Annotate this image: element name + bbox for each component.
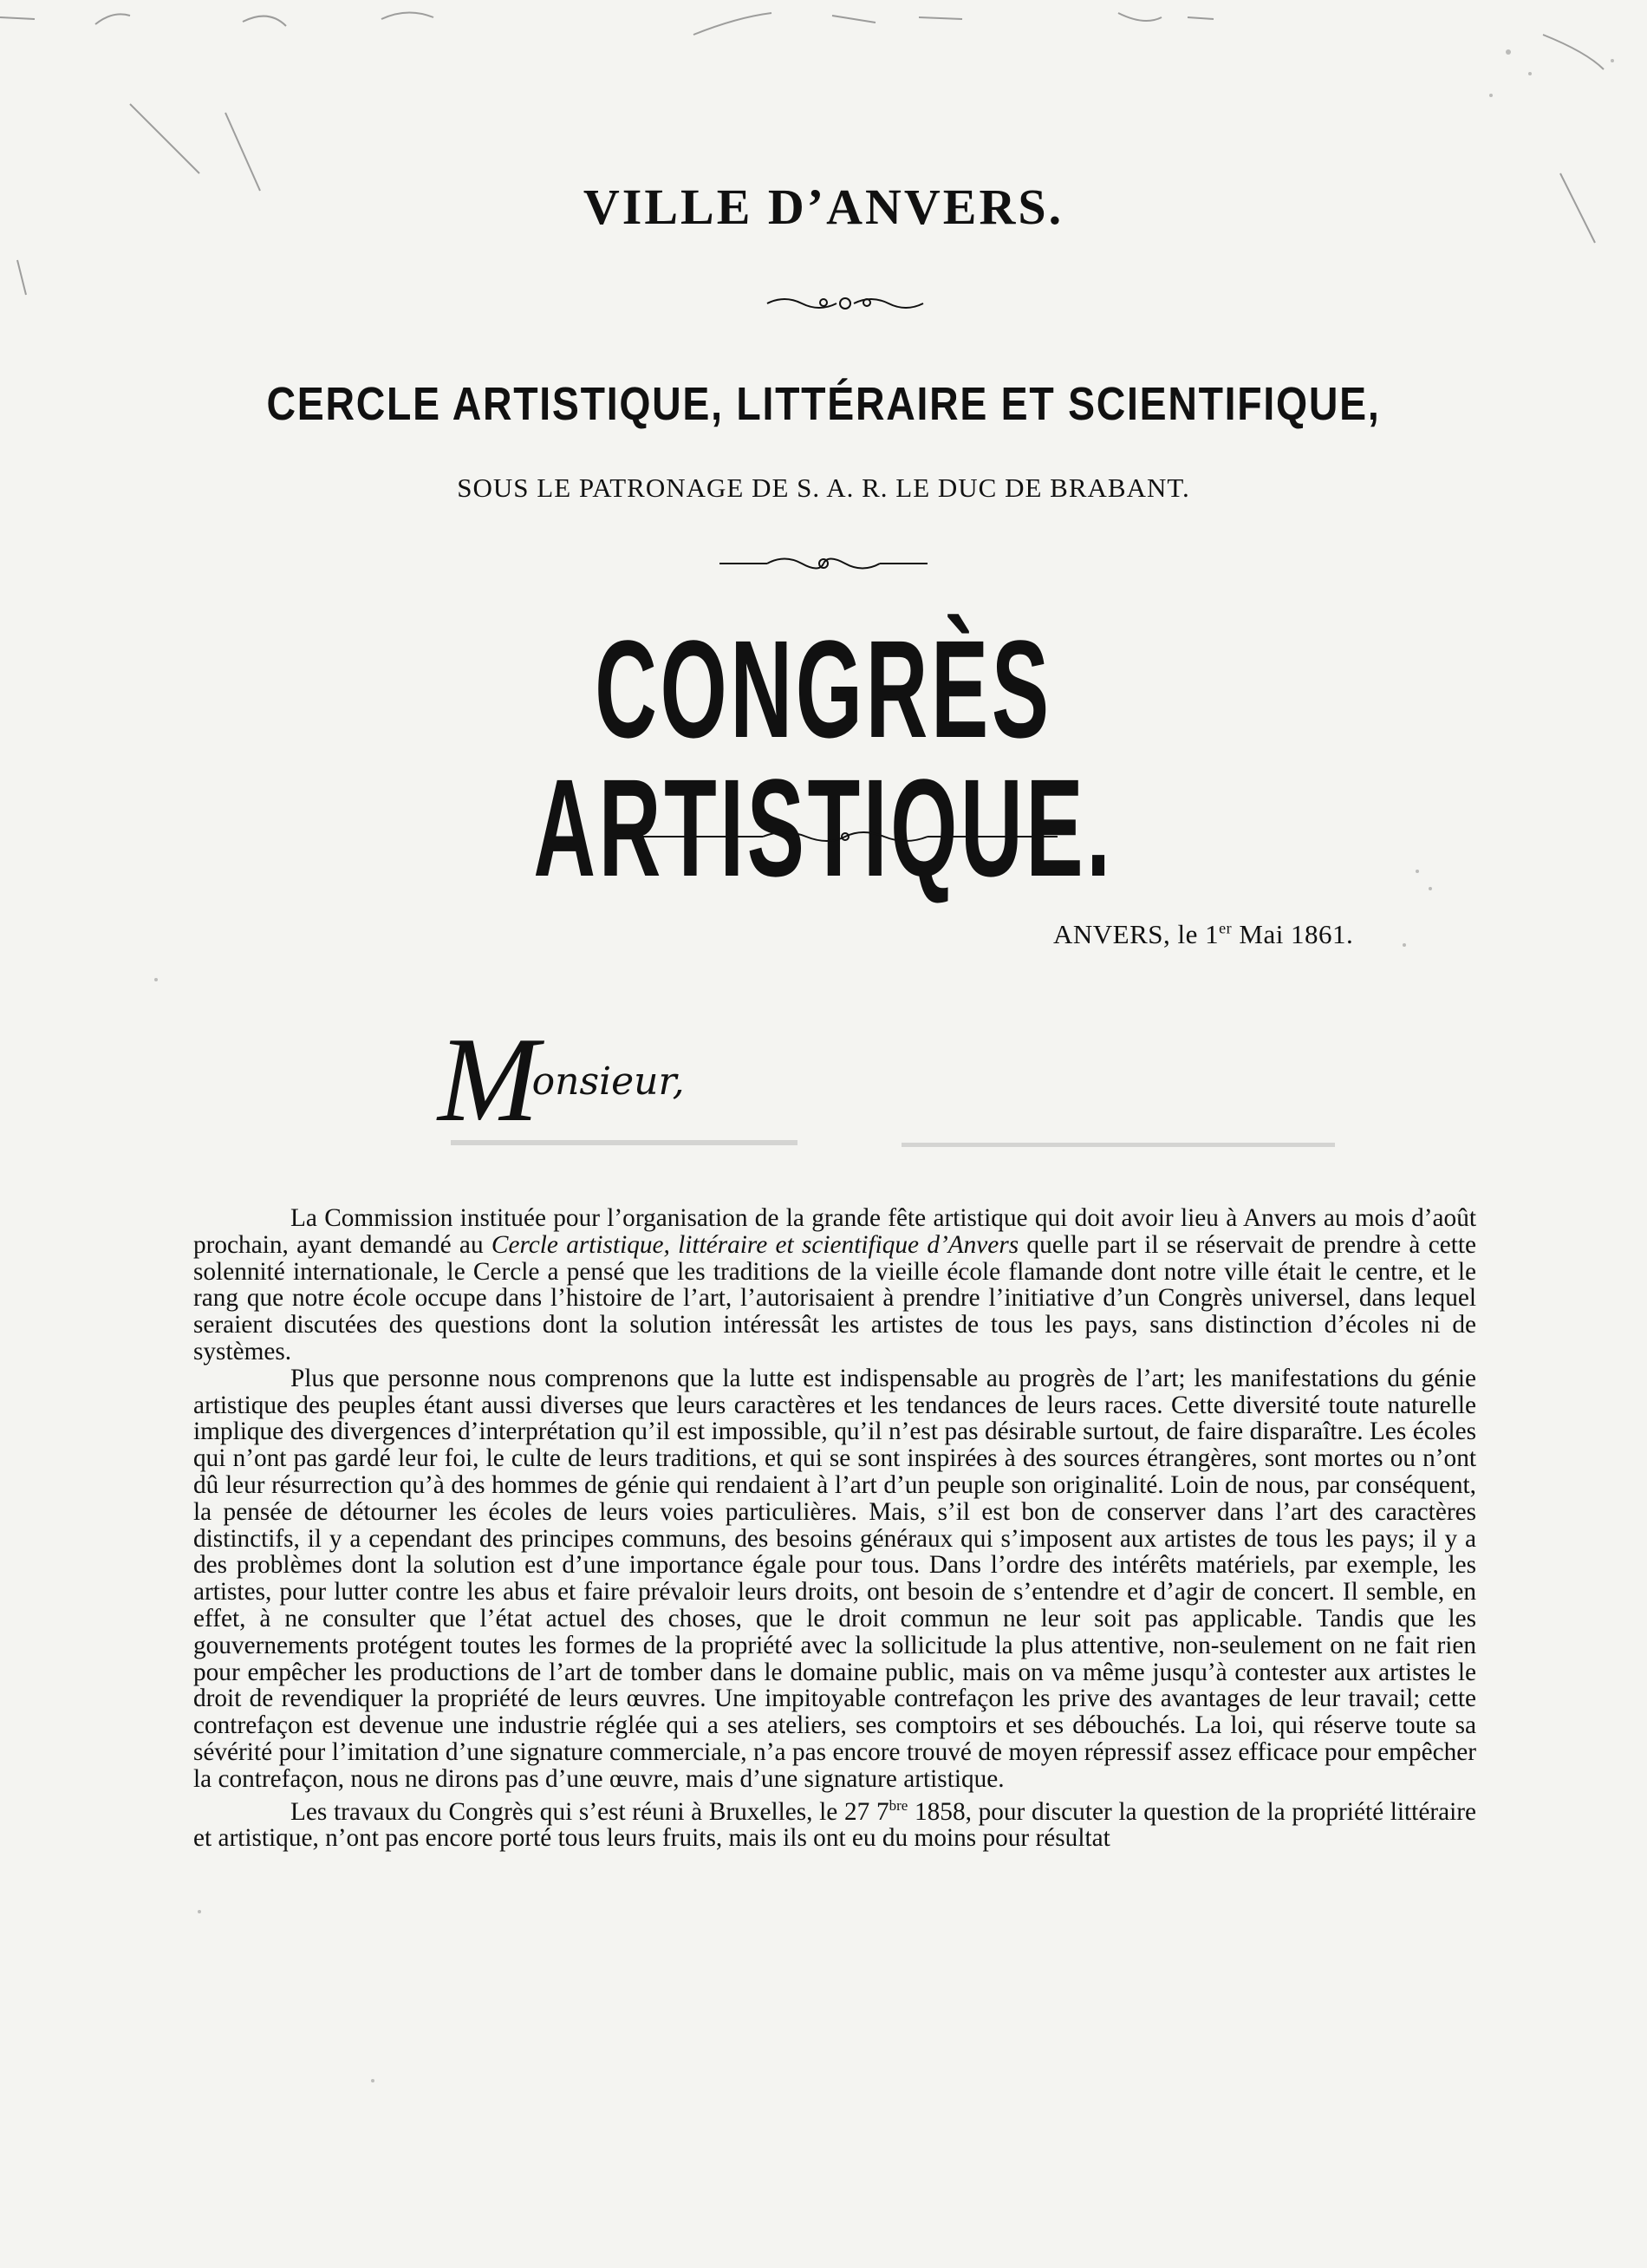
salutation-initial: M	[438, 1013, 532, 1147]
dateline-ordinal: er	[1219, 919, 1233, 937]
dateline-suffix: Mai 1861.	[1232, 919, 1354, 949]
salutation	[438, 1010, 685, 1150]
organization-heading: CERCLE ARTISTIQUE, LITTÉRAIRE ET SCIENTIFIQUE,	[266, 378, 1381, 430]
paragraph-3	[193, 1793, 1476, 1852]
flourish-ornament-1	[763, 290, 928, 316]
main-title: CONGRÈS ARTISTIQUE.	[533, 611, 1114, 905]
paragraph-1-italic: Cercle artistique, littéraire et scientifique d’Anvers	[491, 1230, 1019, 1259]
letter-body	[193, 1205, 1476, 1852]
paragraph-1-text-a: La Commission instituée pour l’organisation de la grande fête artistique qui doit avoir lieu à Anvers au mois d’août prochain, ayant demandé au	[193, 1204, 1476, 1259]
paragraph-1	[193, 1205, 1476, 1365]
flourish-ornament-2	[715, 551, 932, 577]
dateline-prefix: ANVERS, le 1	[1053, 919, 1220, 949]
dateline	[1053, 919, 1353, 950]
paragraph-2: Plus que personne nous comprenons que la lutte est indispensable au progrès de l’art; les manifestations du génie artistique des peuples étant aussi diverses que leurs caractères et les tendances de leurs races. Cette diversité toute naturelle implique des divergences d’interprétation qu’il est impossible, qu’il n’est pas désirable surtout, de faire disparaître. Les écoles qui n’ont pas gardé leur foi, le culte de leurs traditions, et qui se sont inspirées à des sources étrangères, sont mortes ou n’ont dû leur résurrection qu’à des hommes de génie qui rendaient à l’art d’un peuple son originalité. Loin de nous, par conséquent, la pensée de détourner les écoles de leurs voies particulières. Mais, s’il est bon de conserver dans l’art des caractères distinctifs, il y a cependant des principes communs, des besoins généraux qui s’imposent aux artistes de tous les pays; il y a des problèmes dont la solution est d’une importance égale pour tous. Dans l’ordre des intérêts matériels, par exemple, les artistes, pour lutter contre les abus et faire prévaloir leurs droits, ont besoin de s’entendre et d’agir de concert. Il semble, en effet, à ne consulter que l’état actuel des choses, que le droit commun ne leur soit pas applicable. Tandis que les gouvernements protégent toutes les formes de la propriété avec la sollicitude la plus attentive, non-seulement on ne fait rien pour empêcher les productions de l’art de tomber dans le domaine public, mais on va même jusqu’à contester aux artistes le droit de revendiquer la propriété de leurs œuvres. Une impitoyable contrefaçon les prive des avantages de leur travail; cette contrefaçon est devenue une industrie réglée qui a ses ateliers, ses comptoirs et ses débouchés. La loi, qui réserve toute sa sévérité pour l’imitation d’une signature commerciale, n’a pas encore trouvé de moyen répressif assez efficace pour empêcher la contrefaçon, nous ne dirons pas d’une œuvre, mais d’une signature artistique.	[193, 1364, 1476, 1793]
city-heading: VILLE D’ANVERS.	[583, 179, 1064, 235]
paragraph-3-sup: bre	[889, 1796, 908, 1814]
salutation-rest: onsieur,	[531, 1059, 685, 1104]
patronage-line: SOUS LE PATRONAGE DE S. A. R. LE DUC DE BRABANT.	[457, 472, 1190, 503]
divider-rule	[633, 824, 1058, 850]
paragraph-1-text-b: quelle part il se réservait de prendre à cette solennité internationale, le Cercle a pensé que les traditions de la vieille école flamande dont notre ville était le centre, et le rang que notre école occupe dans l’histoire de l’art, l’autorisaient à prendre l’initiative d’un Congrès universel, dans lequel seraient discutées des questions dont la solution intéressât les artistes de tous les pays, sans distinction d’écoles ni de systèmes.	[193, 1230, 1476, 1365]
paragraph-3-text-b: 1858, pour discuter la question de la propriété littéraire et artistique, n’ont pas encore porté tous leurs fruits, mais ils ont eu du moins pour résultat	[193, 1797, 1476, 1853]
paragraph-3-text-a: Les travaux du Congrès qui s’est réuni à Bruxelles, le 27 7	[290, 1797, 889, 1826]
